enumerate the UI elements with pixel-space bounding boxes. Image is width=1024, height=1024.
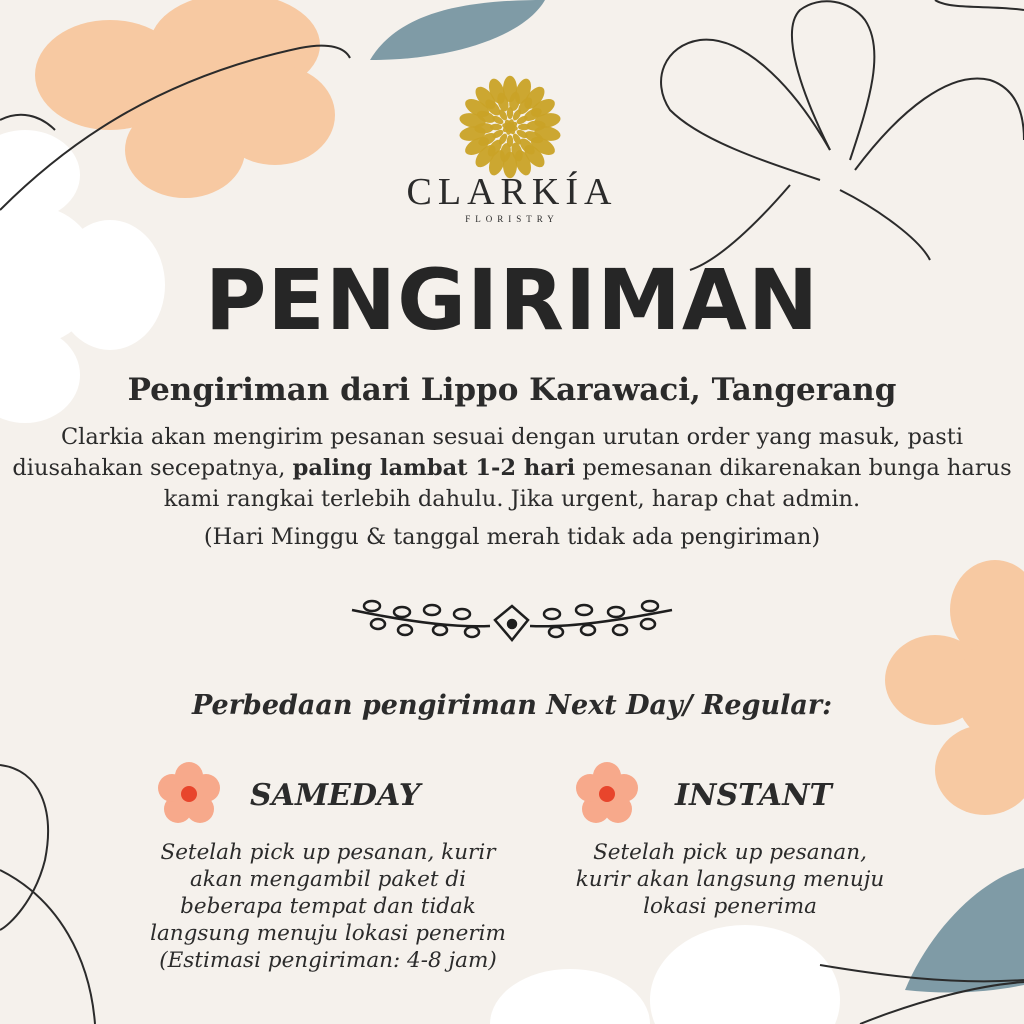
peach-flower-top-left [35,0,335,198]
option-desc-line: (Estimasi pengiriman: 4-8 jam) [159,948,497,973]
description-text [12,422,1012,515]
option-desc-line: langsung menuju lokasi penerim [150,921,506,946]
option-title-instant: INSTANT [675,778,832,813]
difference-heading: Perbedaan pengiriman Next Day/ Regular: [191,690,833,721]
white-petal-bottom [490,969,650,1024]
outline-leaf-bottom-left [0,765,95,1024]
vine-divider [352,601,672,640]
stem-line [0,115,55,130]
holiday-note: (Hari Minggu & tanggal merah tidak ada pengiriman) [203,524,821,550]
flower-bullet-icon [576,762,638,823]
description-part-1: Clarkia akan mengirim pesanan sesuai dengan urutan order yang masuk, pasti diusahakan secepatnya, [12,424,964,481]
brand-name: CLARKÍA [406,171,618,213]
option-desc-line: beberapa tempat dan tidak [180,894,476,919]
option-title-sameday: SAMEDAY [250,778,421,813]
logo-flower-icon [458,76,561,178]
option-desc-sameday [118,839,538,974]
flower-bullet-icon [158,762,220,823]
page-title: PENGIRIMAN [204,251,820,349]
outline-flower-top-right [661,0,1024,270]
option-desc-instant [520,839,940,920]
peach-flower-right [885,560,1024,815]
description-part-2: pemesanan dikarenakan bunga harus kami rangkai terlebih dahulu. Jika urgent, harap chat admin. [163,455,1012,512]
brand-subtitle: FLORISTRY [465,214,559,224]
option-desc-line: akan mengambil paket di [189,867,467,892]
option-desc-line: Setelah pick up pesanan, kurir [160,840,496,865]
option-desc-line: lokasi penerima [643,894,817,919]
description-emphasis: paling lambat 1-2 hari [292,455,576,481]
option-desc-line: Setelah pick up pesanan, [593,840,867,865]
page-subtitle: Pengiriman dari Lippo Karawaci, Tangerang [127,372,897,408]
option-desc-line: kurir akan langsung menuju [575,867,885,892]
white-petal-bottom [650,925,840,1024]
slate-leaf-top [370,0,545,60]
